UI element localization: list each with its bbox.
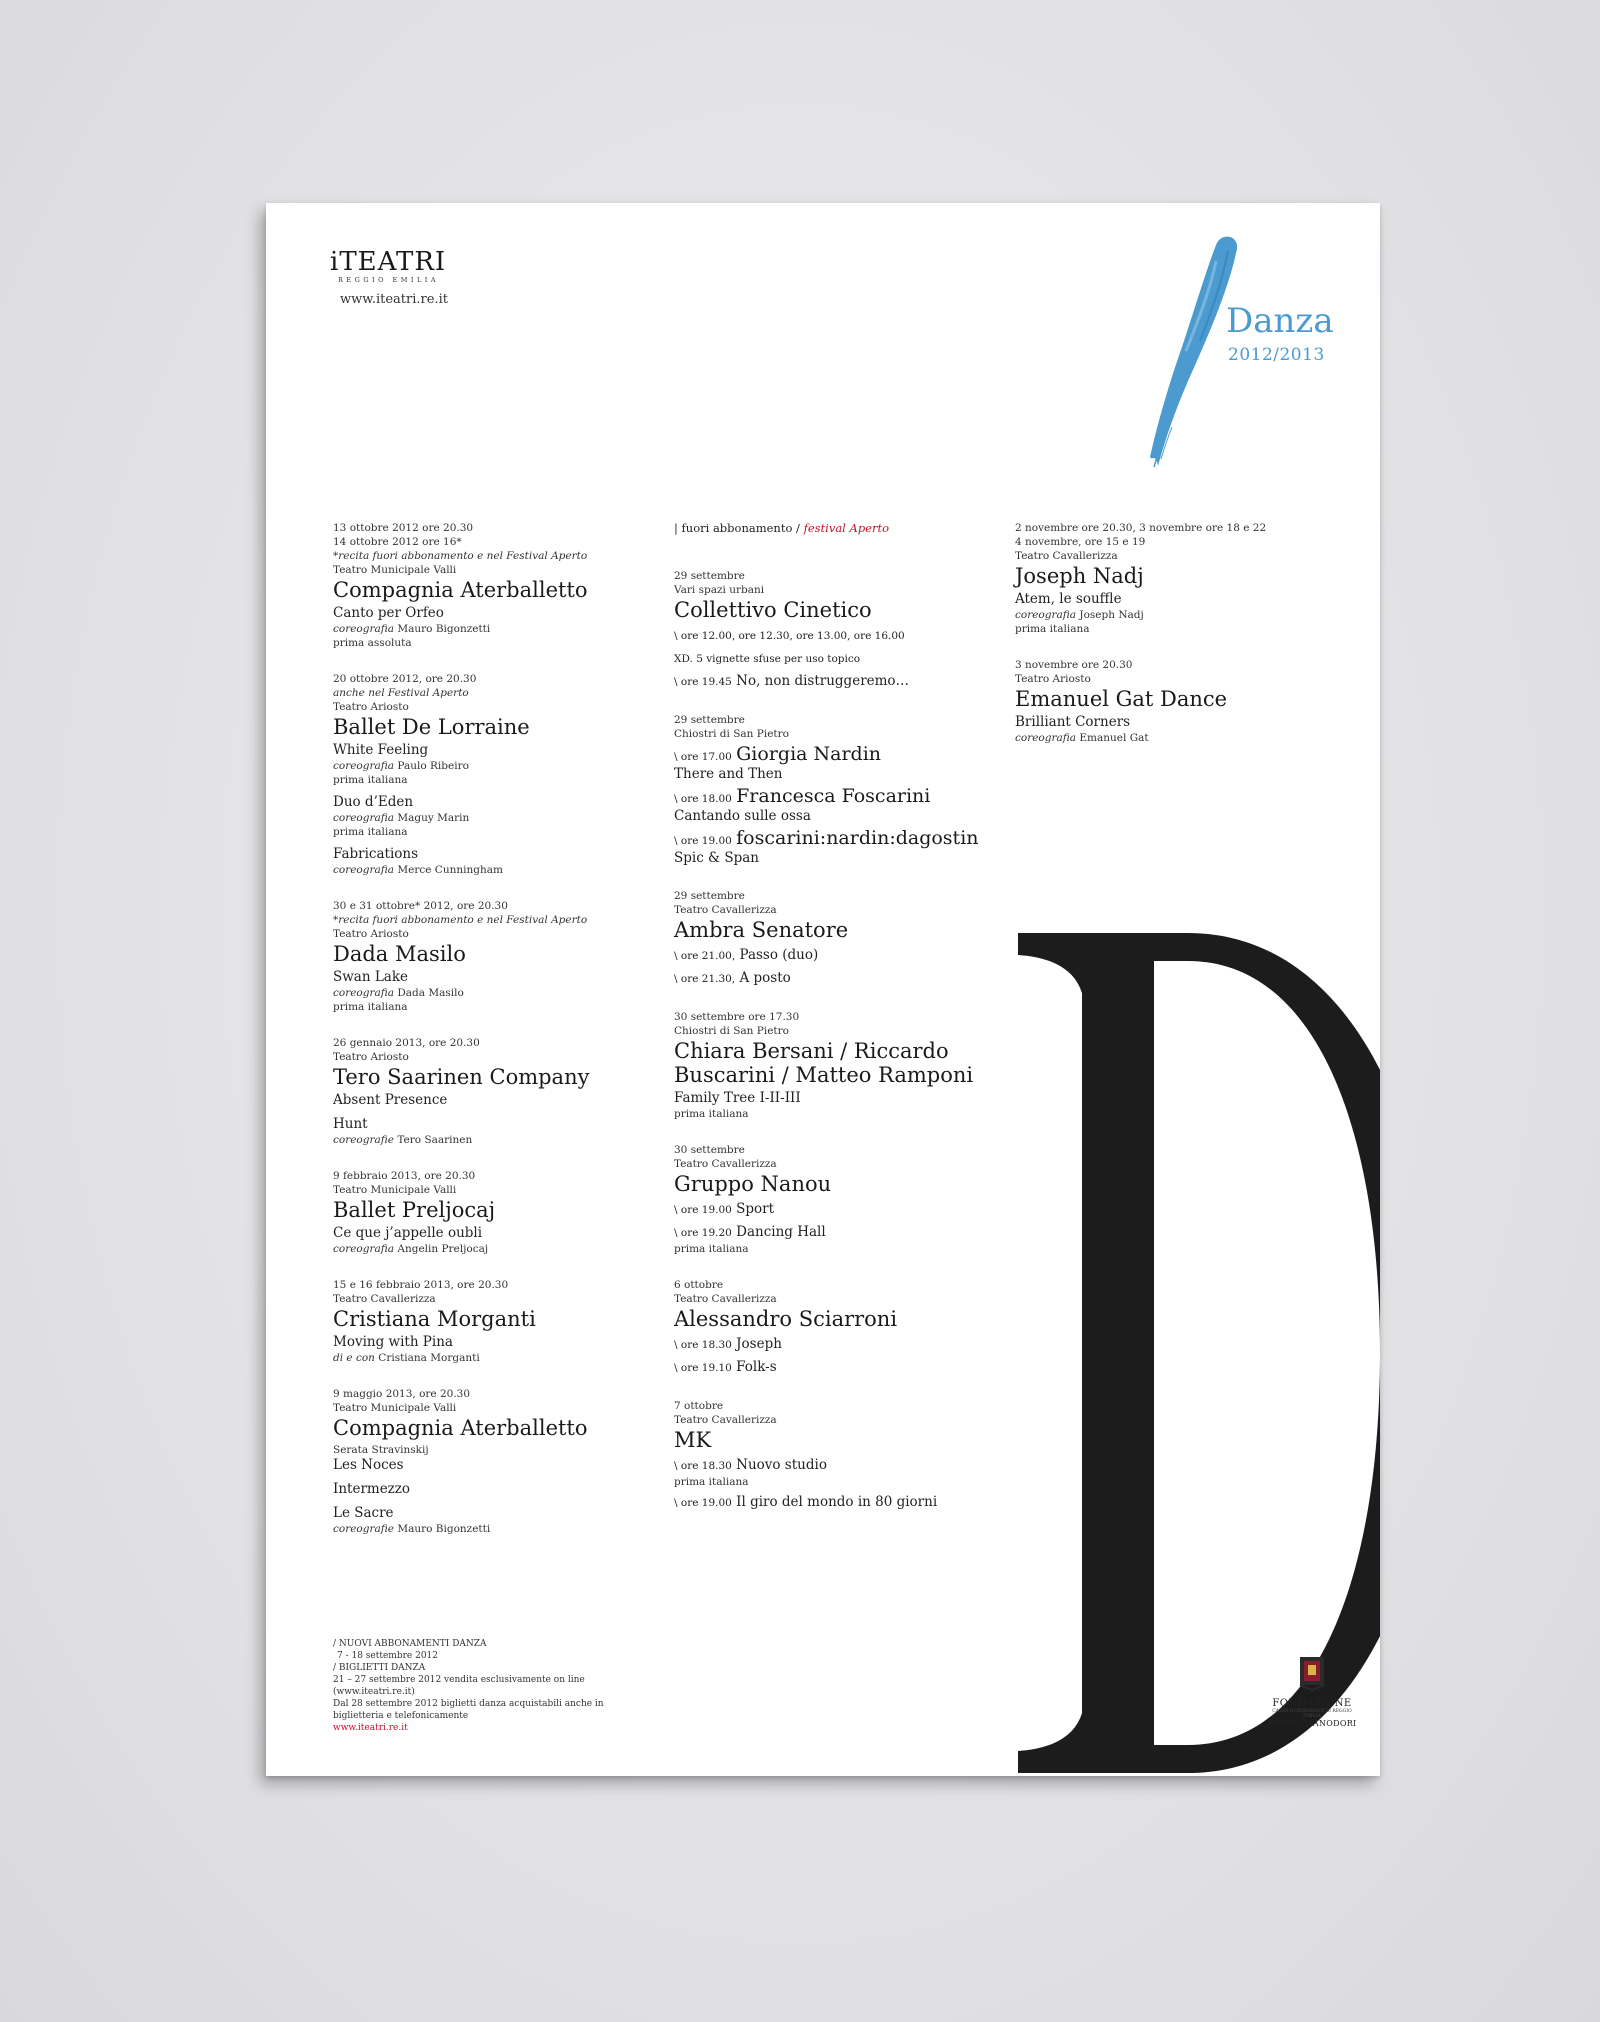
event-venue: Vari spazi urbani (674, 584, 765, 596)
credit-role: coreografie (333, 1523, 394, 1535)
event-venue: Teatro Cavallerizza (674, 1414, 777, 1426)
event-title: MK (674, 1428, 712, 1452)
work-extra: prima italiana (1015, 623, 1090, 635)
spacer (333, 1474, 663, 1481)
event (674, 569, 1004, 691)
event-venue: Chiostri di San Pietro (674, 728, 789, 740)
work-title: Moving with Pina (333, 1334, 453, 1350)
credit-name: Maguy Marin (397, 812, 470, 824)
slot-work: Passo (duo) (739, 947, 819, 963)
work-extra: prima italiana (674, 1108, 749, 1120)
slot-work: Joseph (736, 1336, 782, 1352)
footer-line: / BIGLIETTI DANZA (333, 1663, 426, 1673)
header-label: | fuori abbonamento / (674, 521, 800, 535)
event-date: 4 novembre, ore 15 e 19 (1015, 536, 1146, 548)
credit-role: coreografia (1015, 732, 1077, 744)
slot-time: XD. 5 vignette sfuse per uso topico (674, 653, 861, 665)
event (333, 521, 663, 650)
event-title: Alessandro Sciarroni (674, 1307, 898, 1331)
slot-time: \ ore 19.45 (674, 676, 732, 688)
work-credit (333, 759, 663, 773)
work-title: Family Tree I-II-III (674, 1090, 801, 1106)
col2-events (674, 569, 1004, 1512)
credit-role: coreografia (333, 864, 395, 876)
time-slot (674, 946, 1004, 965)
event (674, 1143, 1004, 1256)
event-venue: Chiostri di San Pietro (674, 1025, 789, 1037)
work-title: Absent Presence (333, 1092, 448, 1108)
time-slot (674, 787, 1004, 808)
slot-work: Folk-s (736, 1359, 777, 1375)
slot-time: \ ore 19.20 (674, 1227, 732, 1239)
slot-work: Sport (736, 1201, 775, 1217)
time-slot (674, 649, 1004, 668)
event-title: Ambra Senatore (674, 918, 849, 942)
event-date: 2 novembre ore 20.30, 3 novembre ore 18 e 22 (1015, 522, 1267, 534)
work-title: White Feeling (333, 742, 429, 758)
event-subtitle: Serata Stravinskij (333, 1444, 429, 1456)
event-title: Tero Saarinen Company (333, 1065, 590, 1089)
event (674, 713, 1004, 867)
event-venue: Teatro Ariosto (333, 928, 409, 940)
event-date: 9 maggio 2013, ore 20.30 (333, 1388, 471, 1400)
event-date: 13 ottobre 2012 ore 20.30 (333, 522, 474, 534)
event-venue: Teatro Municipale Valli (333, 1184, 457, 1196)
foundation-logo (1266, 1655, 1358, 1728)
spacer (333, 1498, 663, 1505)
slot-time: \ ore 19.00 (674, 1204, 732, 1216)
event-title: Chiara Bersani / Riccardo Buscarini / Matteo Ramponi (674, 1039, 974, 1087)
work-extra: prima assoluta (333, 637, 412, 649)
time-slot (674, 969, 1004, 988)
poster (266, 203, 1380, 1776)
slot-time: \ ore 19.00 (674, 835, 732, 847)
work-title: Swan Lake (333, 969, 409, 985)
time-slot (674, 1358, 1004, 1377)
event-title: Joseph Nadj (1015, 564, 1144, 588)
column-header (674, 521, 1004, 535)
slot-artist: foscarini:nardin:dagostin (736, 827, 979, 849)
slot-work: A posto (739, 970, 791, 986)
event-date: 20 ottobre 2012, ore 20.30 (333, 673, 477, 685)
credit-name: Mauro Bigonzetti (397, 623, 491, 635)
event-date: 30 e 31 ottobre* 2012, ore 20.30 (333, 900, 508, 912)
work-extra: prima italiana (333, 826, 408, 838)
event (674, 1399, 1004, 1512)
crest-icon (1298, 1655, 1326, 1691)
time-slot (674, 626, 1004, 645)
slot-work: Spic & Span (674, 850, 760, 866)
column-stagione (333, 521, 663, 1558)
foundation-sub: CASSA DI RISPARMIO DI REGGIO EMILIA (1272, 1709, 1352, 1719)
time-slot (674, 672, 1004, 691)
work-credit (333, 1242, 663, 1256)
event (333, 1387, 663, 1536)
credit-name: Emanuel Gat (1079, 732, 1149, 744)
event-date: 15 e 16 febbraio 2013, ore 20.30 (333, 1279, 509, 1291)
work-title: Fabrications (333, 846, 419, 862)
work-title: Duo d’Eden (333, 794, 414, 810)
slot-time: \ ore 21.00, (674, 950, 736, 962)
credit-role: coreografia (333, 1243, 395, 1255)
event (333, 899, 663, 1014)
work-extra: prima italiana (333, 774, 408, 786)
event-date: 29 settembre (674, 570, 745, 582)
event-title: Collettivo Cinetico (674, 598, 872, 622)
event-date: 30 settembre (674, 1144, 745, 1156)
slot-extra: prima italiana (674, 1476, 749, 1488)
event-date: 6 ottobre (674, 1279, 724, 1291)
slot-work: Il giro del mondo in 80 giorni (736, 1494, 938, 1510)
work-credit (333, 986, 663, 1000)
event-title: Gruppo Nanou (674, 1172, 832, 1196)
logo-city: REGGIO EMILIA (338, 276, 440, 284)
event-date: 9 febbraio 2013, ore 20.30 (333, 1170, 476, 1182)
credit-role: di e con (333, 1352, 375, 1364)
event-title: Dada Masilo (333, 942, 466, 966)
event-title: Ballet De Lorraine (333, 715, 530, 739)
credit-role: coreografia (333, 812, 395, 824)
work-title: Ce que j’appelle oubli (333, 1225, 483, 1241)
work-credit (333, 1133, 663, 1147)
logo-name: iTEATRI (330, 247, 447, 277)
column-fuori-abbonamento (674, 521, 1004, 1534)
spacer (333, 839, 663, 846)
spacer (333, 787, 663, 794)
work-title: Canto per Orfeo (333, 605, 444, 621)
slot-time: \ ore 19.10 (674, 1362, 732, 1374)
logo-url: www.iteatri.re.it (340, 292, 448, 307)
event (333, 1169, 663, 1256)
time-slot (674, 829, 1004, 850)
event-venue: Teatro Cavallerizza (674, 904, 777, 916)
spacer (333, 1109, 663, 1116)
ticket-info (333, 1638, 653, 1734)
slot-time: \ ore 12.00, ore 12.30, ore 13.00, ore 16.00 (674, 630, 905, 642)
event (1015, 658, 1355, 745)
footer-line: Dal 28 settembre 2012 biglietti danza acquistabili anche in biglietteria e telefonicamente (333, 1699, 604, 1721)
event-venue: Teatro Municipale Valli (333, 1402, 457, 1414)
event (1015, 521, 1355, 636)
event (333, 1036, 663, 1147)
time-slot (674, 1493, 1004, 1512)
event-date: 26 gennaio 2013, ore 20.30 (333, 1037, 480, 1049)
work-title: Brilliant Corners (1015, 714, 1131, 730)
event-venue: Teatro Municipale Valli (333, 564, 457, 576)
slot-time: \ ore 18.30 (674, 1460, 732, 1472)
foundation-person: PIETRO MANODORI (1267, 1719, 1357, 1728)
header-title: Danza (1226, 301, 1334, 341)
work-credit (333, 863, 663, 877)
slot-extra: prima italiana (674, 1243, 749, 1255)
event-title: Ballet Preljocaj (333, 1198, 496, 1222)
work-credit (333, 622, 663, 636)
event (674, 1010, 1004, 1121)
event-date: 7 ottobre (674, 1400, 724, 1412)
credit-name: Cristiana Morganti (378, 1352, 480, 1364)
slot-time: \ ore 21.30, (674, 973, 736, 985)
credit-role: coreografia (333, 987, 395, 999)
slot-work: Nuovo studio (736, 1457, 827, 1473)
work-credit (333, 1351, 663, 1365)
event-venue: Teatro Cavallerizza (333, 1293, 436, 1305)
event-venue: Teatro Cavallerizza (674, 1158, 777, 1170)
credit-role: coreografia (333, 623, 395, 635)
slot-work: Dancing Hall (736, 1224, 826, 1240)
big-letter-d-graphic (1018, 933, 1380, 1773)
slot-artist: Giorgia Nardin (736, 743, 882, 765)
slot-work: No, non distruggeremo… (736, 673, 910, 689)
event-title: Compagnia Aterballetto (333, 578, 588, 602)
event-date: 29 settembre (674, 890, 745, 902)
work-credit (333, 811, 663, 825)
credit-name: Merce Cunningham (397, 864, 503, 876)
time-slot (674, 745, 1004, 766)
event-date: 3 novembre ore 20.30 (1015, 659, 1133, 671)
work-credit (1015, 608, 1355, 622)
time-slot (674, 1223, 1004, 1242)
credit-name: Angelin Preljocaj (397, 1243, 489, 1255)
slot-time: \ ore 18.00 (674, 793, 732, 805)
credit-role: coreografia (333, 760, 395, 772)
work-title: Le Sacre (333, 1505, 394, 1521)
credit-name: Joseph Nadj (1079, 609, 1144, 621)
event-venue: Teatro Ariosto (333, 701, 409, 713)
slot-time: \ ore 18.30 (674, 1339, 732, 1351)
iteatri-logo (330, 247, 448, 307)
event (333, 672, 663, 877)
event (674, 889, 1004, 988)
event-venue: Teatro Cavallerizza (674, 1293, 777, 1305)
time-slot (674, 1200, 1004, 1219)
event-title: Emanuel Gat Dance (1015, 687, 1228, 711)
event-date: 29 settembre (674, 714, 745, 726)
work-credit (333, 1522, 663, 1536)
event-date: 14 ottobre 2012 ore 16* (333, 536, 462, 548)
event (333, 1278, 663, 1365)
time-slot (674, 1335, 1004, 1354)
work-title: Les Noces (333, 1457, 404, 1473)
event-date: 30 settembre ore 17.30 (674, 1011, 800, 1023)
slot-work: There and Then (674, 766, 783, 782)
event-venue: Teatro Ariosto (333, 1051, 409, 1063)
header-season: 2012/2013 (1228, 345, 1325, 365)
credit-name: Dada Masilo (397, 987, 464, 999)
event-venue: Teatro Ariosto (1015, 673, 1091, 685)
footer-url: www.iteatri.re.it (333, 1723, 408, 1733)
credit-role: coreografia (1015, 609, 1077, 621)
credit-name: Mauro Bigonzetti (397, 1523, 491, 1535)
credit-role: coreografie (333, 1134, 394, 1146)
slot-time: \ ore 19.00 (674, 1497, 732, 1509)
time-slot (674, 1456, 1004, 1475)
footer-line: / NUOVI ABBONAMENTI DANZA (333, 1639, 487, 1649)
event-venue: Teatro Cavallerizza (1015, 550, 1118, 562)
event (674, 1278, 1004, 1377)
event-note: anche nel Festival Aperto (333, 687, 469, 699)
event-title: Compagnia Aterballetto (333, 1416, 588, 1440)
work-title: Intermezzo (333, 1481, 411, 1497)
footer-line: 21 – 27 settembre 2012 vendita esclusivamente on line (www.iteatri.re.it) (333, 1675, 585, 1697)
event-title: Cristiana Morganti (333, 1307, 536, 1331)
footer-line: 7 - 18 settembre 2012 (337, 1651, 438, 1661)
work-title: Atem, le souffle (1015, 591, 1122, 607)
foundation-name: FONDAZIONE (1272, 1698, 1352, 1709)
slot-work: Cantando sulle ossa (674, 808, 811, 824)
column-autunno (1015, 521, 1355, 767)
event-note: *recita fuori abbonamento e nel Festival Aperto (333, 550, 588, 562)
work-extra: prima italiana (333, 1001, 408, 1013)
festival-label: festival Aperto (803, 521, 890, 535)
slot-artist: Francesca Foscarini (736, 785, 931, 807)
credit-name: Paulo Ribeiro (397, 760, 469, 772)
work-title: Hunt (333, 1116, 368, 1132)
slot-time: \ ore 17.00 (674, 751, 732, 763)
credit-name: Tero Saarinen (397, 1134, 473, 1146)
event-note: *recita fuori abbonamento e nel Festival Aperto (333, 914, 588, 926)
work-credit (1015, 731, 1355, 745)
